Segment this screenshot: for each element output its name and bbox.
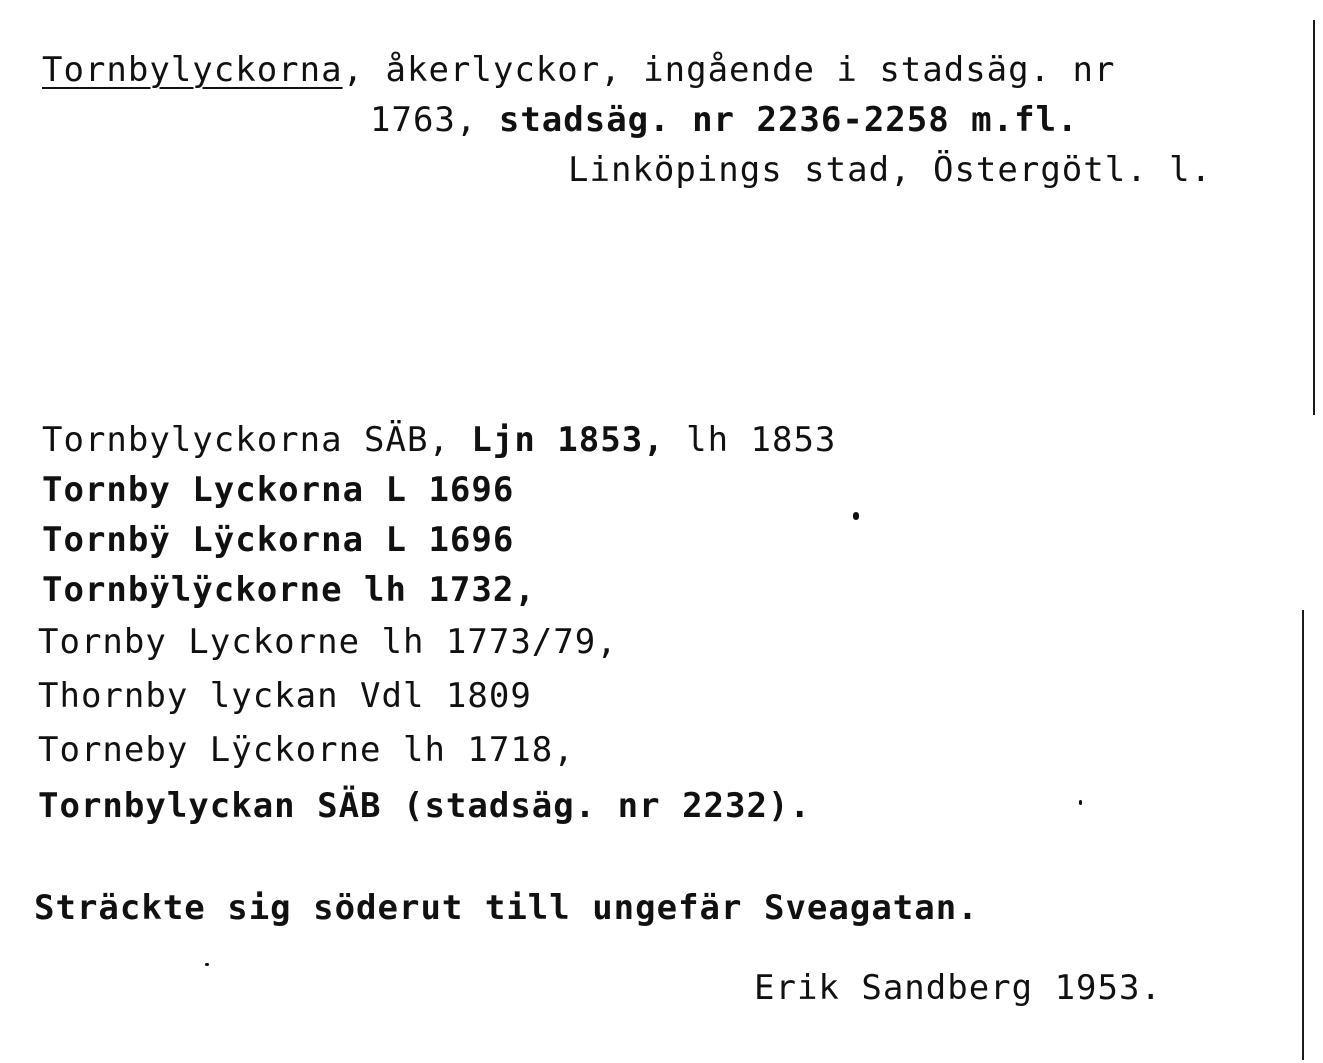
form-line-6: [38, 676, 532, 716]
form-line-7: [38, 730, 575, 770]
signature-line: [754, 968, 1162, 1008]
form-line-1: [42, 420, 836, 460]
form-1-a: Tornbylyckorna SÄB,: [42, 420, 472, 460]
header-description: , åkerlyckor, ingående i stadsäg. nr: [342, 50, 1116, 90]
form-3: Tornbÿ Lÿckorna L 1696: [42, 520, 515, 560]
form-6: Thornby lyckan Vdl 1809: [38, 676, 532, 716]
form-line-4: [42, 570, 536, 610]
ink-speck: [1079, 800, 1082, 805]
form-1-b: Ljn 1853,: [471, 420, 665, 460]
form-7: Torneby Lÿckorne lh 1718,: [38, 730, 575, 770]
header-parcel-number: 1763,: [370, 100, 478, 140]
form-line-3: [42, 520, 514, 560]
header-parcel-range: stadsäg. nr 2236-2258 m.fl.: [498, 100, 1079, 140]
ink-speck: [853, 512, 859, 520]
form-8: Tornbylyckan SÄB (stadsäg. nr 2232).: [38, 786, 811, 826]
place-name: Tornbylyckorna: [42, 50, 343, 90]
card-edge-line-bottom: [1302, 610, 1304, 1060]
form-line-2: [42, 470, 514, 510]
signature: Erik Sandberg 1953.: [754, 968, 1162, 1008]
header-line-1: [42, 50, 1116, 90]
card-edge-line-top: [1313, 20, 1315, 415]
ink-speck: [205, 963, 209, 966]
note-line: [34, 888, 979, 928]
form-2: Tornby Lyckorna L 1696: [42, 470, 515, 510]
note-text: Sträckte sig söderut till ungefär Sveagatan.: [34, 888, 979, 928]
form-4: Tornbÿlÿckorne lh 1732,: [42, 570, 536, 610]
form-5: Tornby Lyckorne lh 1773/79,: [38, 622, 618, 662]
header-line-2: [370, 100, 1079, 140]
form-line-8: [38, 786, 811, 826]
form-line-5: [38, 622, 618, 662]
form-1-c: lh 1853: [664, 420, 837, 460]
header-line-3: [568, 150, 1212, 190]
header-location: Linköpings stad, Östergötl. l.: [568, 150, 1213, 190]
